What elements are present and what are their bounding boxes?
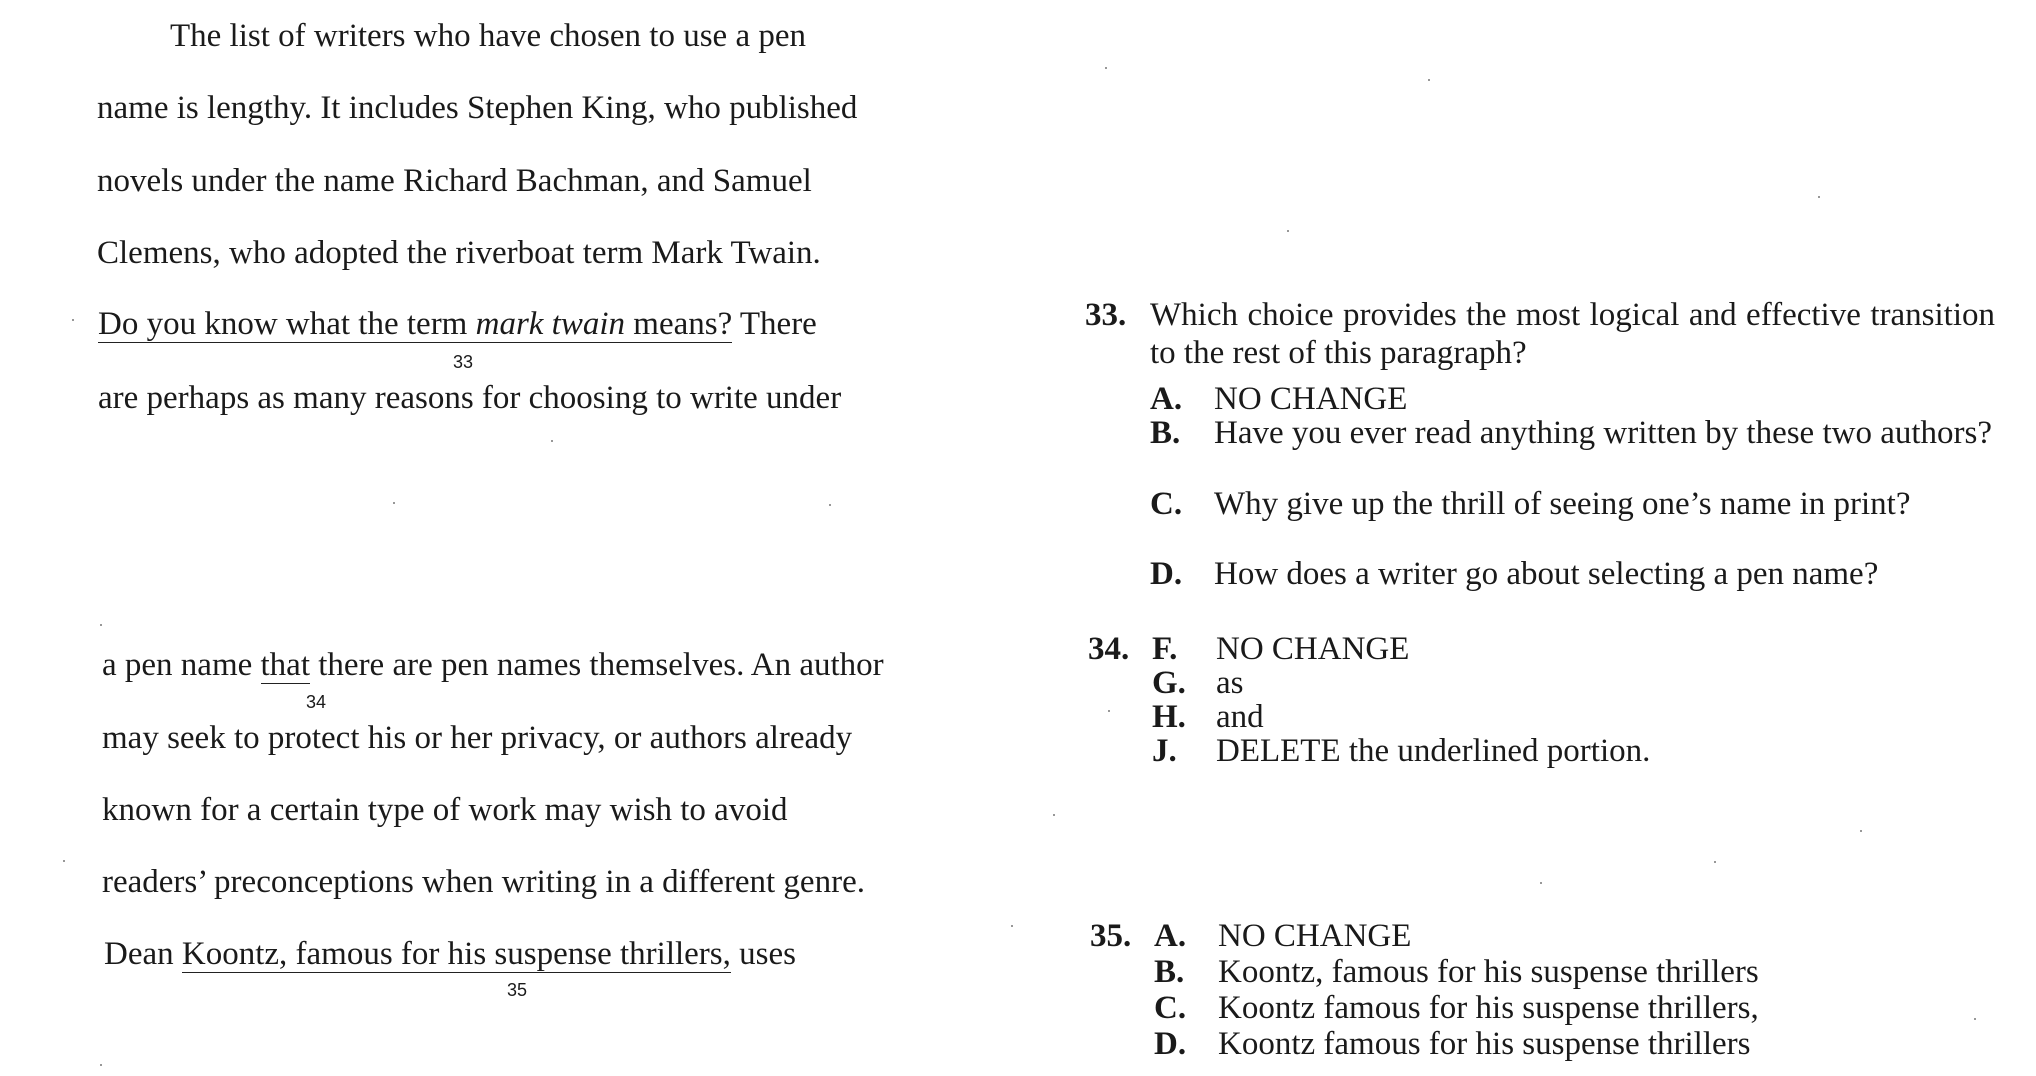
question-35 — [1090, 917, 1990, 1067]
question-stem: Which choice provides the most logical and effective transition to the rest of this paragraph? — [1150, 297, 1995, 371]
option-letter: F. — [1152, 631, 1178, 667]
speckle — [1011, 925, 1013, 927]
speckle — [63, 860, 65, 862]
question-marker-34: 34 — [305, 692, 327, 712]
option-text: Have you ever read anything written by these two authors? — [1214, 415, 1992, 451]
passage-text: a pen name — [102, 647, 261, 683]
option-35-A[interactable] — [1154, 917, 1411, 955]
underlined-portion-35: Koontz, famous for his suspense thrillers, — [181, 936, 731, 972]
option-letter: A. — [1150, 381, 1183, 417]
speckle — [1714, 861, 1716, 863]
speckle — [1860, 830, 1862, 832]
option-text: Koontz, famous for his suspense thrillers — [1218, 954, 1759, 990]
speckle — [1053, 814, 1055, 816]
option-text: Koontz famous for his suspense thrillers — [1218, 1026, 1751, 1062]
option-text: NO CHANGE — [1218, 918, 1412, 954]
passage-text: uses — [730, 936, 796, 972]
option-text: Koontz famous for his suspense thrillers, — [1218, 990, 1759, 1026]
option-text: and — [1216, 699, 1264, 735]
underlined-text-33a: Do you know what the term — [98, 306, 476, 342]
option-35-C[interactable] — [1154, 989, 1759, 1027]
passage-text: There — [732, 306, 817, 342]
option-33-D[interactable] — [1150, 555, 1878, 593]
question-marker-33: 33 — [452, 352, 474, 372]
passage-text: there are pen names themselves. An author — [310, 647, 884, 683]
speckle — [100, 624, 102, 626]
underlined-portion-34: that — [260, 647, 310, 683]
option-35-B[interactable] — [1154, 953, 1759, 991]
option-letter: J. — [1152, 733, 1177, 769]
option-letter: C. — [1154, 990, 1187, 1026]
option-letter: D. — [1150, 556, 1183, 592]
speckle — [1428, 79, 1430, 81]
question-33 — [1085, 296, 1995, 596]
speckle — [1287, 230, 1289, 232]
passage-line-11 — [104, 934, 796, 974]
option-33-B[interactable] — [1150, 414, 1992, 452]
option-34-H[interactable] — [1152, 698, 1264, 736]
passage-line-7 — [102, 645, 884, 685]
passage-line-8: may seek to protect his or her privacy, or authors already — [102, 720, 853, 756]
option-text: Why give up the thrill of seeing one’s name in print? — [1214, 486, 1911, 522]
option-letter: A. — [1154, 918, 1187, 954]
question-number: 33. — [1085, 297, 1127, 333]
speckle — [1108, 710, 1110, 712]
passage-text: Dean — [104, 936, 182, 972]
passage-line-1: The list of writers who have chosen to use a pen — [170, 18, 806, 54]
option-letter: D. — [1154, 1026, 1187, 1062]
speckle — [393, 502, 395, 504]
option-text: DELETE the underlined portion. — [1216, 733, 1651, 769]
option-34-F[interactable] — [1152, 630, 1409, 668]
speckle — [100, 1064, 102, 1066]
passage-line-10: readers’ preconceptions when writing in a different genre. — [102, 864, 865, 900]
speckle — [551, 440, 553, 442]
option-text: How does a writer go about selecting a pen name? — [1214, 556, 1879, 592]
passage-line-6: are perhaps as many reasons for choosing to write under — [98, 380, 842, 416]
option-text: NO CHANGE — [1214, 381, 1408, 417]
option-text: NO CHANGE — [1216, 631, 1410, 667]
option-letter: H. — [1152, 699, 1186, 735]
option-34-J[interactable] — [1152, 732, 1650, 770]
passage-line-3: novels under the name Richard Bachman, and Samuel — [97, 163, 812, 199]
question-34 — [1088, 630, 1988, 780]
option-34-G[interactable] — [1152, 664, 1244, 702]
option-33-A[interactable] — [1150, 380, 1407, 418]
option-letter: B. — [1154, 954, 1185, 990]
speckle — [829, 504, 831, 506]
italic-term: mark twain — [475, 306, 626, 342]
speckle — [1105, 67, 1107, 69]
underlined-text-33b: means? — [625, 306, 733, 342]
speckle — [1974, 1018, 1976, 1020]
option-text: as — [1216, 665, 1244, 701]
option-35-D[interactable] — [1154, 1025, 1751, 1063]
question-number: 35. — [1090, 918, 1132, 954]
passage-line-9: known for a certain type of work may wish to avoid — [102, 792, 788, 828]
speckle — [72, 319, 74, 321]
speckle — [1540, 882, 1542, 884]
option-letter: G. — [1152, 665, 1186, 701]
underlined-portion-33 — [98, 306, 732, 343]
question-number: 34. — [1088, 631, 1130, 667]
option-33-C[interactable] — [1150, 485, 1911, 523]
passage-line-4: Clemens, who adopted the riverboat term Mark Twain. — [97, 235, 821, 271]
passage-line-5 — [98, 304, 817, 344]
passage-line-2: name is lengthy. It includes Stephen King, who published — [97, 90, 858, 126]
option-letter: B. — [1150, 415, 1181, 451]
question-marker-35: 35 — [506, 980, 528, 1000]
speckle — [1818, 196, 1820, 198]
option-letter: C. — [1150, 486, 1183, 522]
